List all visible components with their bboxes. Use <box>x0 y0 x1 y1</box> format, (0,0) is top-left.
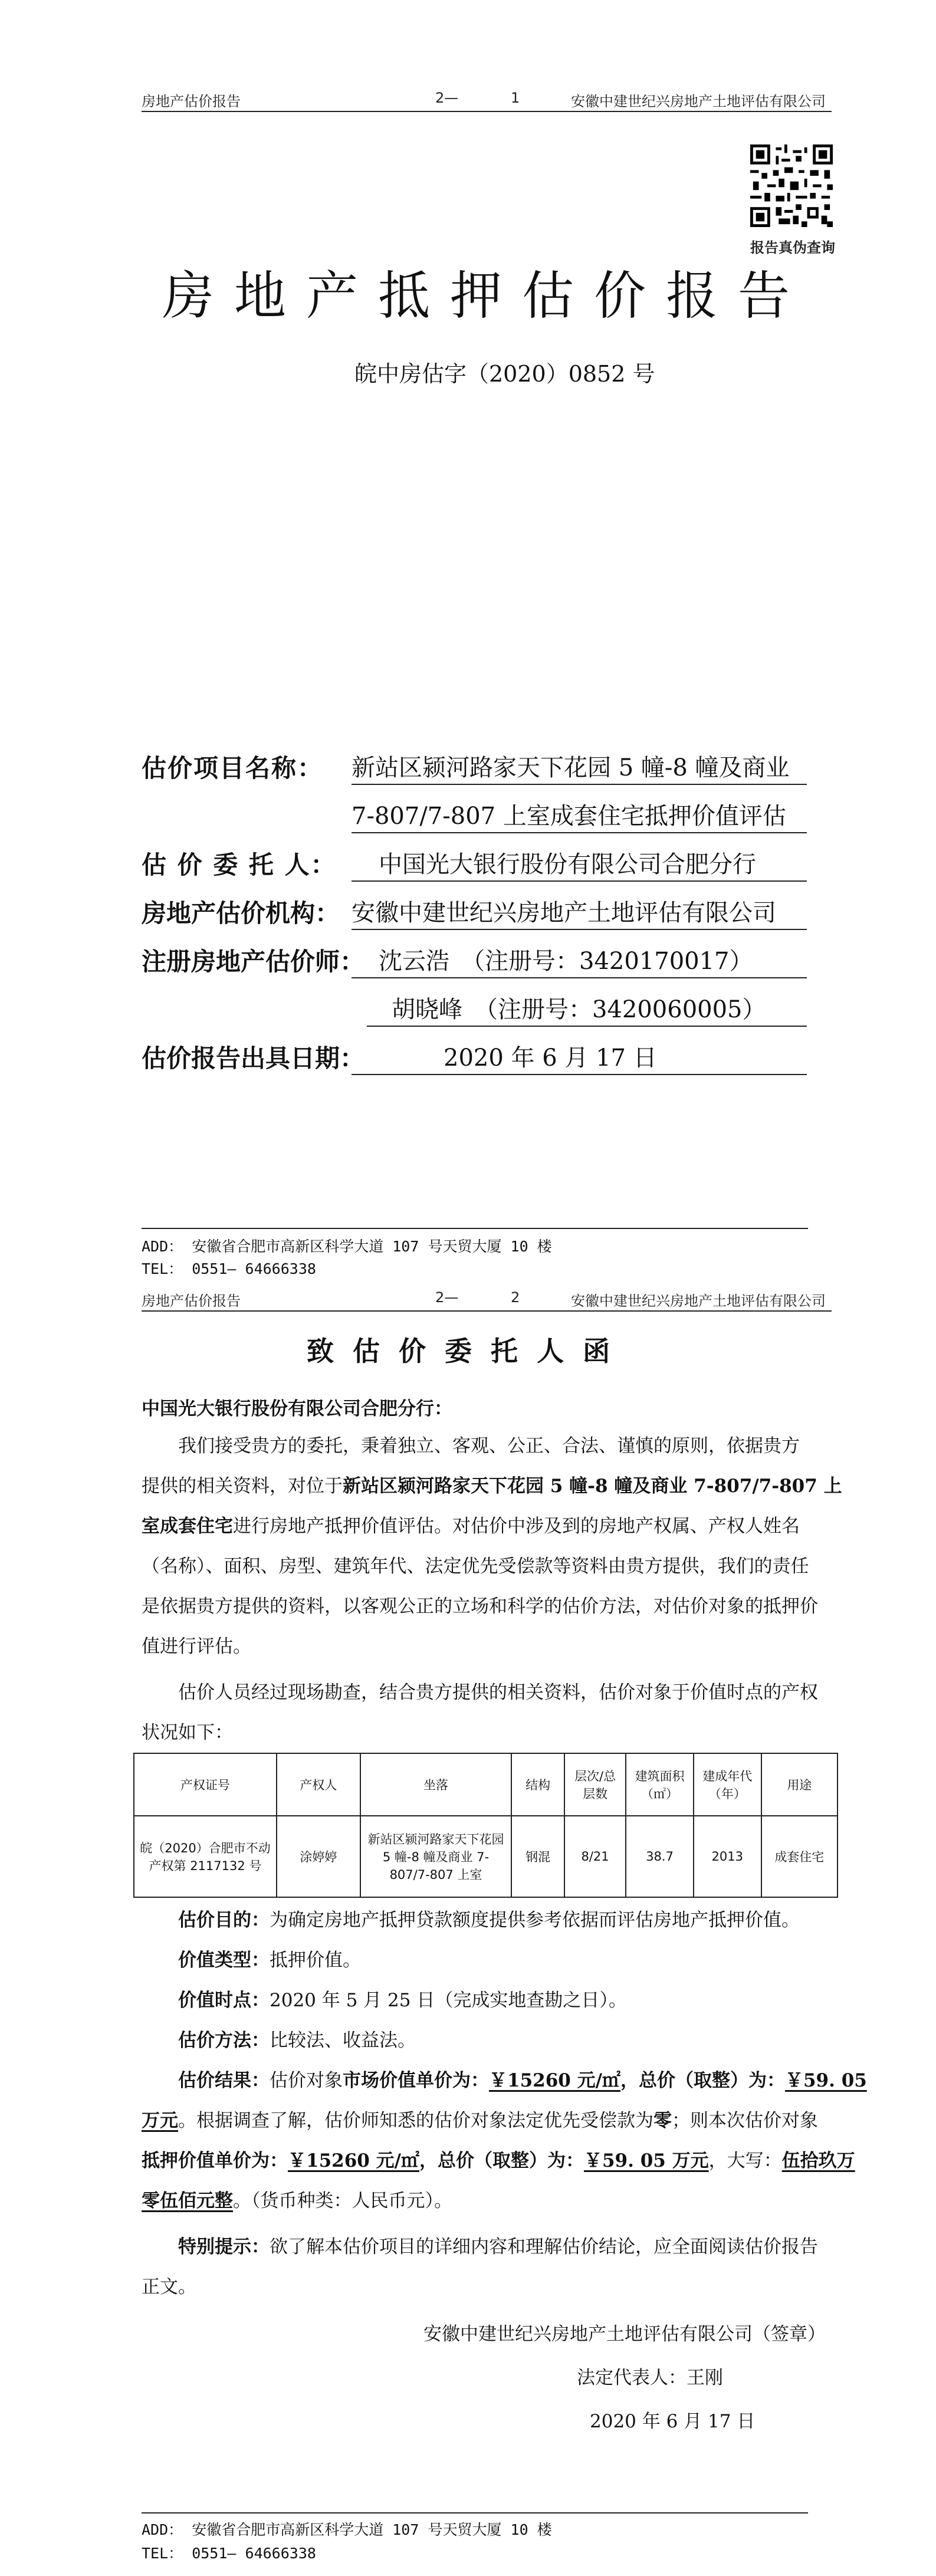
header-right: 安徽中建世纪兴房地产土地评估有限公司 <box>571 1293 826 1309</box>
value-type-line: 价值类型：抵押价值。 <box>178 1950 361 1971</box>
special-line-1: 特别提示：欲了解本估价项目的详细内容和理解估价结论，应全面阅读估价报告 <box>178 2236 818 2258</box>
table-cell: 钢混 <box>511 1816 564 1897</box>
addressee: 中国光大银行股份有限公司合肥分行： <box>142 1398 452 1420</box>
para1-line-1: 我们接受贵方的委托，秉着独立、客观、公正、合法、谨慎的原则，依据贵方 <box>178 1435 800 1457</box>
report-title: 房地产抵押估价报告 <box>162 265 810 326</box>
footer-address: ADD： 安徽省合肥市高新区科学大道 107 号天贸大厦 10 楼 <box>142 2521 552 2538</box>
table-cell: 新站区颍河路家天下花园 5 幢-8 幢及商业 7-807/7-807 上室 <box>360 1816 512 1897</box>
footer-rule <box>142 2512 808 2513</box>
signature-representative: 法定代表人：王刚 <box>577 2367 723 2388</box>
header-left: 房地产估价报告 <box>142 1293 241 1309</box>
para1-line-5: 是依据贵方提供的资料，以客观公正的立场和科学的估价方法，对估价对象的抵押价 <box>142 1596 818 1617</box>
table-cell: 成套住宅 <box>761 1816 838 1897</box>
header-rule <box>142 1310 832 1312</box>
project-label: 估价项目名称： <box>142 754 324 783</box>
table-cell: 涂婷婷 <box>277 1816 360 1897</box>
header-page-total: 2— <box>435 1289 459 1306</box>
project-value-line-2: 7-807/7-807 上室成套住宅抵押价值评估 <box>352 797 807 833</box>
header-page-total: 2— <box>435 90 459 106</box>
table-header: 结构 <box>511 1753 564 1816</box>
value-time-line: 价值时点：2020 年 5 月 25 日（完成实地查勘之日）。 <box>178 1990 627 2011</box>
table-cell: 2013 <box>694 1816 761 1897</box>
signature-company: 安徽中建世纪兴房地产土地评估有限公司（签章） <box>423 2324 826 2345</box>
table-header: 产权人 <box>277 1753 360 1816</box>
client-label: 估 价 委 托 人： <box>142 850 337 879</box>
para1-line-4: （名称）、面积、房型、建筑年代、法定优先受偿款等资料由贵方提供，我们的责任 <box>142 1556 809 1577</box>
purpose-line: 估价目的：为确定房地产抵押贷款额度提供参考依据而评估房地产抵押价值。 <box>178 1910 800 1931</box>
table-header: 建成年代（年） <box>694 1753 761 1816</box>
para2-line-1: 估价人员经过现场勘查，结合贵方提供的相关资料，估价对象于价值时点的产权 <box>178 1682 818 1703</box>
table-header: 产权证号 <box>134 1753 277 1816</box>
agency-value: 安徽中建世纪兴房地产土地评估有限公司 <box>352 894 807 930</box>
letter-title: 致 估 价 委 托 人 函 <box>307 1335 615 1367</box>
appraiser-label: 注册房地产估价师： <box>142 947 365 976</box>
header-page-no: 2 <box>511 1289 520 1306</box>
header-right: 安徽中建世纪兴房地产土地评估有限公司 <box>571 93 826 110</box>
agency-label: 房地产估价机构： <box>142 899 340 928</box>
table-cell: 8/21 <box>564 1816 626 1897</box>
table-cell: 皖（2020）合肥市不动产权第 2117132 号 <box>134 1816 277 1897</box>
footer-tel: TEL： 0551— 64666338 <box>142 2545 316 2562</box>
date-label: 估价报告出具日期： <box>142 1044 365 1073</box>
result-line-3: 抵押价值单价为：￥15260 元/㎡，总价（取整）为：￥59. 05 万元，大写：伍拾玖万 <box>142 2150 855 2171</box>
special-line-2: 正文。 <box>142 2276 196 2298</box>
result-line-4: 零伍佰元整。（货币种类：人民币元）。 <box>142 2190 452 2212</box>
para1-line-2: 提供的相关资料，对位于新站区颍河路家天下花园 5 幢-8 幢及商业 7-807/7-807 上 <box>142 1476 842 1497</box>
report-number: 皖中房估字（2020）0852 号 <box>354 361 655 387</box>
qr-code-icon[interactable] <box>750 144 833 227</box>
signature-date: 2020 年 6 月 17 日 <box>590 2411 756 2432</box>
date-value: 2020 年 6 月 17 日 <box>352 1039 807 1075</box>
para2-line-2: 状况如下： <box>142 1722 233 1743</box>
table-header-row <box>134 1753 838 1816</box>
client-value: 中国光大银行股份有限公司合肥分行 <box>352 846 807 882</box>
footer-tel: TEL： 0551— 64666338 <box>142 1260 316 1277</box>
appraiser-1: 沈云浩 （注册号：3420170017） <box>352 942 807 978</box>
table-header: 层次/总层数 <box>564 1753 626 1816</box>
method-line: 估价方法：比较法、收益法。 <box>178 2030 416 2051</box>
table-header: 建筑面积（㎡） <box>626 1753 694 1816</box>
result-line-2: 万元。根据调查了解，估价师知悉的估价对象法定优先受偿款为零；则本次估价对象 <box>142 2110 818 2131</box>
para1-line-3: 室成套住宅进行房地产抵押价值评估。对估价中涉及到的房地产权属、产权人姓名 <box>142 1516 800 1537</box>
appraiser-2: 胡晓峰 （注册号：3420060005） <box>367 991 807 1027</box>
table-row <box>134 1816 838 1897</box>
project-value-line-1: 新站区颍河路家天下花园 5 幢-8 幢及商业 <box>352 749 807 785</box>
table-header: 用途 <box>761 1753 838 1816</box>
para1-line-6: 值进行评估。 <box>142 1636 251 1657</box>
property-table <box>133 1753 838 1898</box>
header-rule <box>142 111 832 112</box>
footer-address: ADD： 安徽省合肥市高新区科学大道 107 号天贸大厦 10 楼 <box>142 1238 552 1255</box>
table-header: 坐落 <box>360 1753 512 1816</box>
header-page-no: 1 <box>511 90 520 106</box>
result-line-1: 估价结果：估价对象市场价值单价为：￥15260 元/㎡，总价（取整）为：￥59. 05 <box>178 2070 867 2091</box>
header-left: 房地产估价报告 <box>142 93 241 110</box>
footer-rule <box>142 1228 808 1229</box>
table-cell: 38.7 <box>626 1816 694 1897</box>
qr-caption: 报告真伪查询 <box>750 239 835 256</box>
